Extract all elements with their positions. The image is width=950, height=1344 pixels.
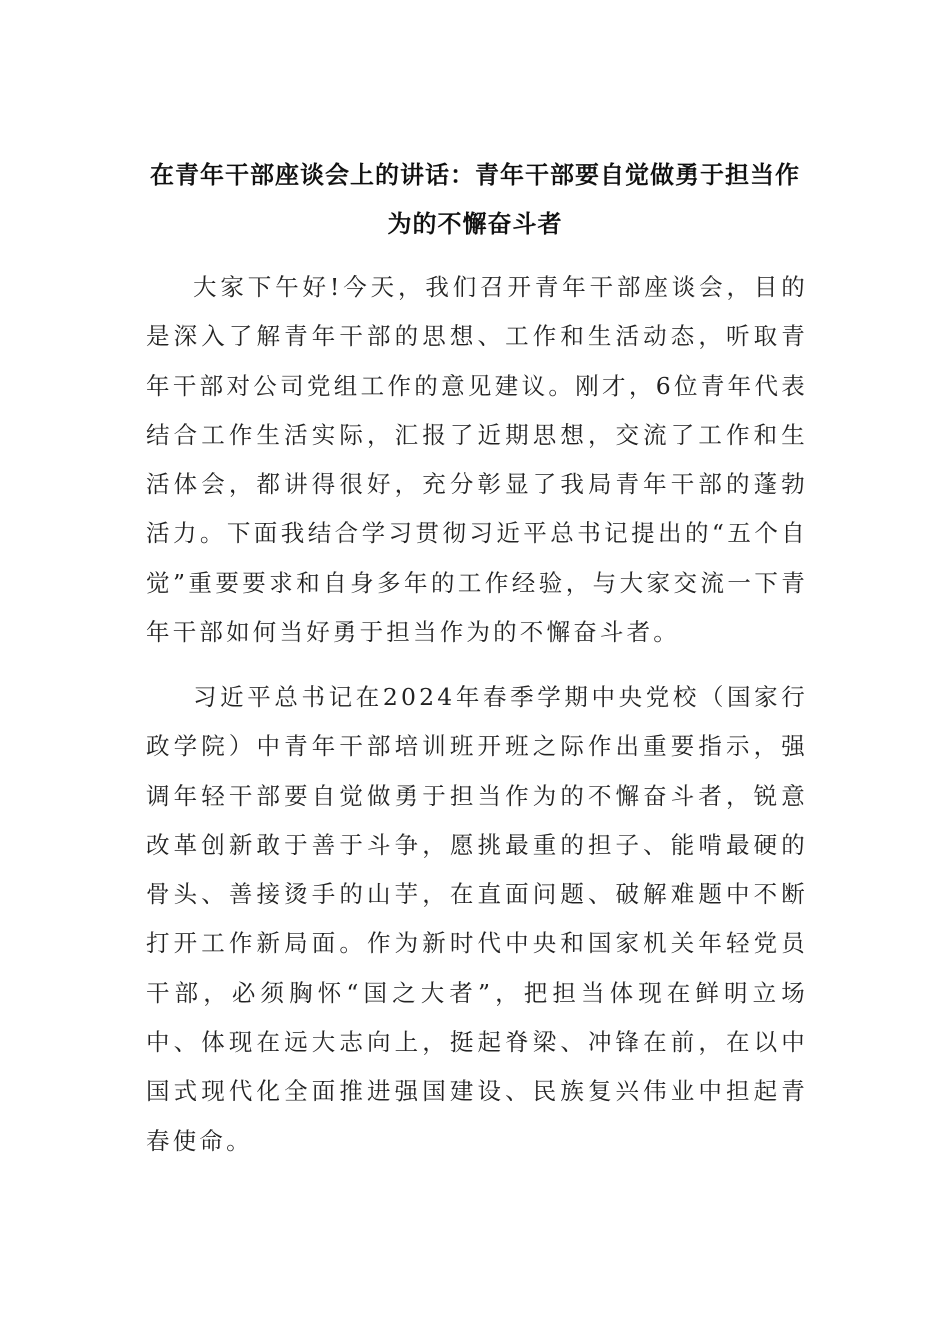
paragraph-instruction: 习近平总书记在2024年春季学期中央党校（国家行政学院）中青年干部培训班开班之际作出重要指示，强调年轻干部要自觉做勇于担当作为的不懈奋斗者，锐意改革创新敢于善于斗争，愿挑最重的担子、能啃最硬的骨头、善接烫手的山芋，在直面问题、破解难题中不断打开工作新局面。作为新时代中央和国家机关年轻党员干部，必须胸怀“国之大者”，把担当体现在鲜明立场中、体现在远大志向上，挺起脊梁、冲锋在前，在以中国式现代化全面推进强国建设、民族复兴伟业中担起青春使命。 [146, 683, 808, 1155]
paragraph-opening: 大家下午好!今天，我们召开青年干部座谈会，目的是深入了解青年干部的思想、工作和生活动态，听取青年干部对公司党组工作的意见建议。刚才，6位青年代表结合工作生活实际，汇报了近期思想，交流了工作和生活体会，都讲得很好，充分彰显了我局青年干部的蓬勃活力。下面我结合学习贯彻习近平总书记提出的“五个自觉”重要要求和自身多年的工作经验，与大家交流一下青年干部如何当好勇于担当作为的不懈奋斗者。 [146, 273, 808, 647]
document-title: 在青年干部座谈会上的讲话：青年干部要自觉做勇于担当作为的不懈奋斗者 [150, 160, 800, 238]
